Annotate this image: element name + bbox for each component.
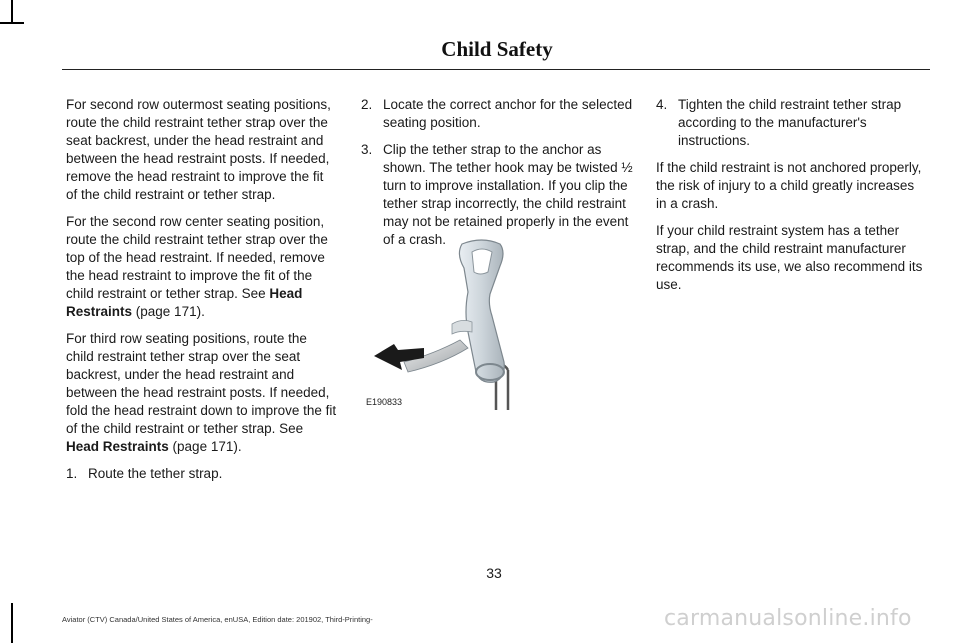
step-text: Clip the tether strap to the anchor as shown. The tether hook may be twisted ½ turn to improve installation. If you clip the tether strap incorrectly, the child restraint may not be retained properly in the event of a crash. — [383, 142, 633, 247]
figure-label: E190833 — [366, 397, 403, 407]
step-number: 4. — [656, 97, 668, 112]
step-text: Route the tether strap. — [88, 466, 223, 481]
page-reference: (page 171). — [168, 439, 242, 454]
step-4 — [656, 96, 928, 150]
paragraph-text: For the second row center seating position, route the child restraint tether strap over the top of the head restraint. If needed, remove the head restraint to improve the fit of the child restraint or tether strap. See — [66, 214, 328, 301]
step-2 — [361, 96, 633, 132]
tether-strap-end — [452, 320, 472, 334]
paragraph-second-row-center — [66, 213, 338, 321]
crop-mark-top-left-h — [0, 22, 24, 24]
step-number: 2. — [361, 97, 373, 112]
step-text: Tighten the child restraint tether strap according to the manufacturer's instructions. — [678, 97, 902, 148]
head-restraints-link[interactable]: Head Restraints — [66, 286, 303, 319]
footer-edition-info: Aviator (CTV) Canada/United States of America, enUSA, Edition date: 201902, Third-Printing- — [62, 615, 373, 624]
paragraph-second-row-outermost: For second row outermost seating positions, route the child restraint tether strap over the seat backrest, under the head restraint and between the head restraint posts. If needed, remove the head restraint to improve the fit of the child restraint or tether strap. — [66, 97, 331, 202]
page-title: Child Safety — [441, 37, 553, 61]
watermark: carmanualsonline.info — [664, 606, 912, 631]
step-number: 3. — [361, 142, 373, 157]
tether-hook-illustration — [364, 232, 544, 412]
page-number: 33 — [486, 565, 502, 581]
step-1 — [66, 465, 338, 483]
header-divider — [62, 69, 930, 70]
head-restraints-link[interactable]: Head Restraints — [66, 439, 169, 454]
paragraph-tether-recommendation: If your child restraint system has a tether strap, and the child restraint manufacturer recommends its use, we also recommend its use. — [656, 223, 923, 292]
page-reference: (page 171). — [132, 304, 205, 319]
column-1 — [66, 96, 338, 492]
crop-mark-top-left-v — [11, 0, 13, 24]
column-3 — [656, 96, 928, 303]
paragraph-anchoring-risk: If the child restraint is not anchored properly, the risk of injury to a child greatly increases in a crash. — [656, 160, 922, 211]
crop-mark-bottom-left-v — [11, 603, 13, 643]
paragraph-text: For third row seating positions, route the child restraint tether strap over the seat backrest, under the head restraint and between the head restraint posts. If needed, fold the head restraint down to improve the fit of the child restraint or tether strap. See — [66, 331, 337, 436]
step-number: 1. — [66, 466, 78, 481]
paragraph-third-row — [66, 330, 338, 456]
step-text: Locate the correct anchor for the selected seating position. — [383, 97, 633, 130]
